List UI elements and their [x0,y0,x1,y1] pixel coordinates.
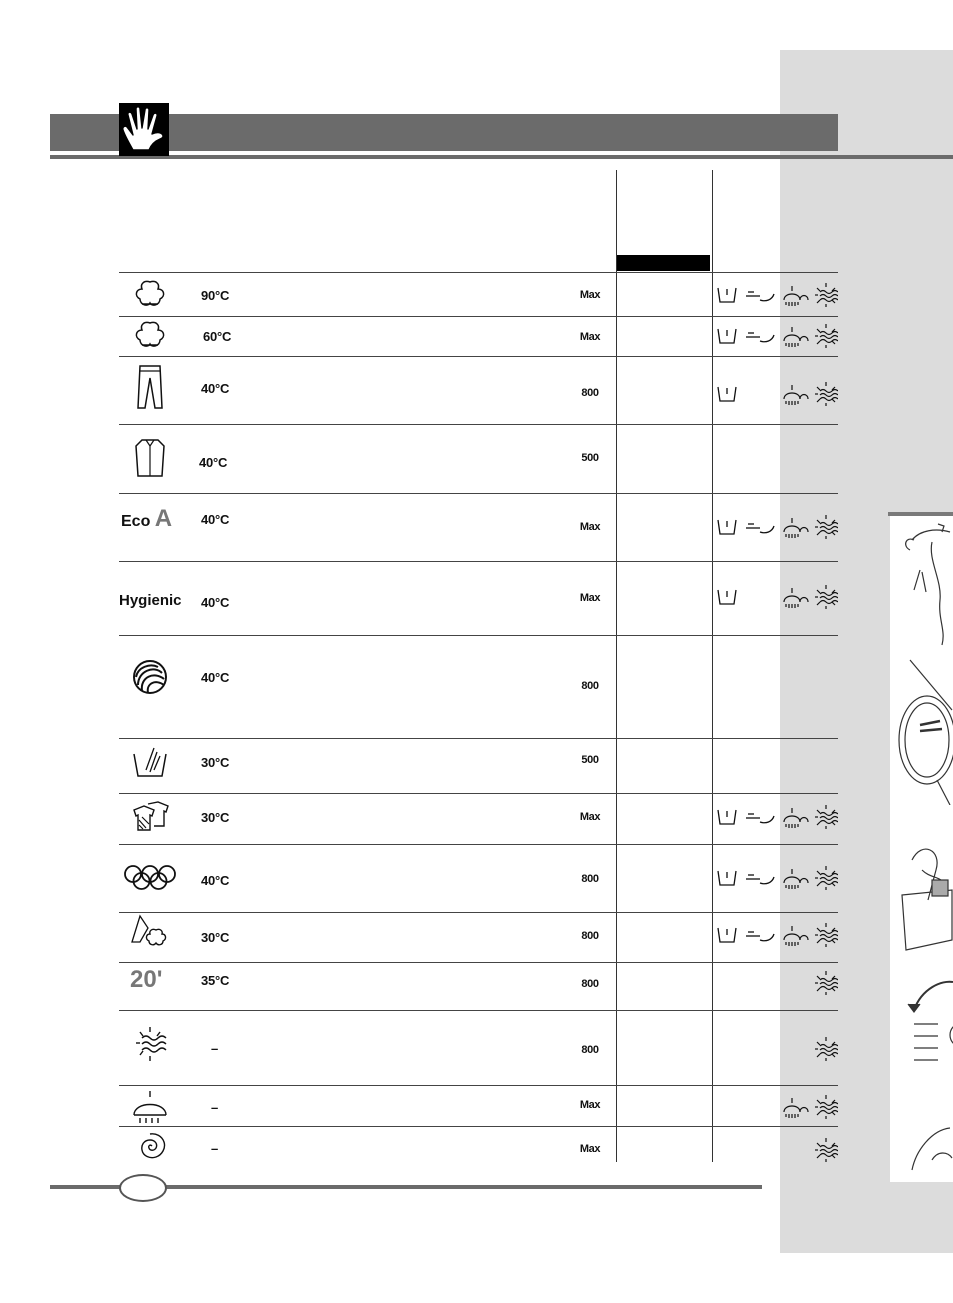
temperature: 30°C [201,810,230,825]
row-divider [119,738,838,739]
row-divider [119,962,838,963]
spin-speed: 500 [581,754,599,766]
eco-grade: A [154,505,173,532]
spin-speed: 800 [581,978,599,990]
rinse-icon [124,1024,176,1070]
header-underline [50,155,953,159]
row-divider [119,424,838,425]
20-minute-label: 20' [130,966,163,993]
options-symbols [716,1094,838,1120]
spin-speed: 800 [581,930,599,942]
cotton-icon [124,313,176,359]
spin-speed: 800 [581,680,599,692]
spin-speed: Max [579,331,601,343]
side-panel-divider [888,512,953,516]
options-symbols [716,323,838,349]
eco-a-label [121,505,172,533]
spin-speed: Max [579,521,601,533]
olympic-rings-icon [122,852,178,898]
jeans-icon [124,364,176,410]
row-divider [119,272,838,273]
temperature: 40°C [201,670,230,685]
row-divider [119,356,838,357]
temperature: – [211,1141,219,1156]
options-symbols [716,514,838,540]
row-divider [119,635,838,636]
temperature: 40°C [201,873,230,888]
hand-icon [119,103,169,156]
temperature: 30°C [201,930,230,945]
row-divider [119,1085,838,1086]
detergent-drawer-illustration [892,830,953,980]
row-divider [119,844,838,845]
options-symbols [716,970,838,996]
options-symbols [716,381,838,407]
column-divider [616,170,617,1162]
eco-label-text: Eco [121,513,151,530]
tap-illustration [892,520,953,650]
temperature: 30°C [201,755,230,770]
page-number-badge [119,1174,167,1202]
delicate-cotton-icon [124,912,176,958]
spin-icon [124,1126,176,1172]
row-divider [119,912,838,913]
column-divider [712,170,713,1162]
spin-speed: 800 [581,873,599,885]
temperature: 90°C [201,288,230,303]
spin-speed: Max [579,1143,601,1155]
hygienic-label: Hygienic [119,592,182,609]
shirt-icon [124,436,176,482]
wool-icon [124,655,176,701]
options-symbols [716,922,838,948]
options-symbols [716,1137,838,1163]
program-dial-illustration [892,980,953,1080]
row-divider [119,493,838,494]
spin-speed: 500 [581,452,599,464]
temperature: 40°C [201,512,230,527]
hand-knob-illustration [892,1110,953,1180]
options-symbols [716,1036,838,1062]
row-divider [119,793,838,794]
handwash-icon [124,742,176,788]
row-divider [119,1126,838,1127]
cotton-icon [124,272,176,318]
temperature: 40°C [201,595,230,610]
spin-speed: 800 [581,1044,599,1056]
column-header-bar [617,255,710,271]
row-divider [119,561,838,562]
options-symbols [716,282,838,308]
temperature: 60°C [203,329,232,344]
options-symbols [716,865,838,891]
spin-speed: 800 [581,387,599,399]
mixed-clothes-icon [124,796,176,842]
temperature: – [211,1041,219,1056]
door-illustration [892,655,953,805]
temperature: – [211,1100,219,1115]
spin-speed: Max [579,289,601,301]
options-symbols [716,804,838,830]
temperature: 40°C [199,455,228,470]
row-divider [119,1010,838,1011]
row-divider [119,316,838,317]
spin-speed: Max [579,811,601,823]
spin-speed: Max [579,1099,601,1111]
temperature: 35°C [201,973,230,988]
temperature: 40°C [201,381,230,396]
options-symbols [716,584,838,610]
spin-speed: Max [579,592,601,604]
